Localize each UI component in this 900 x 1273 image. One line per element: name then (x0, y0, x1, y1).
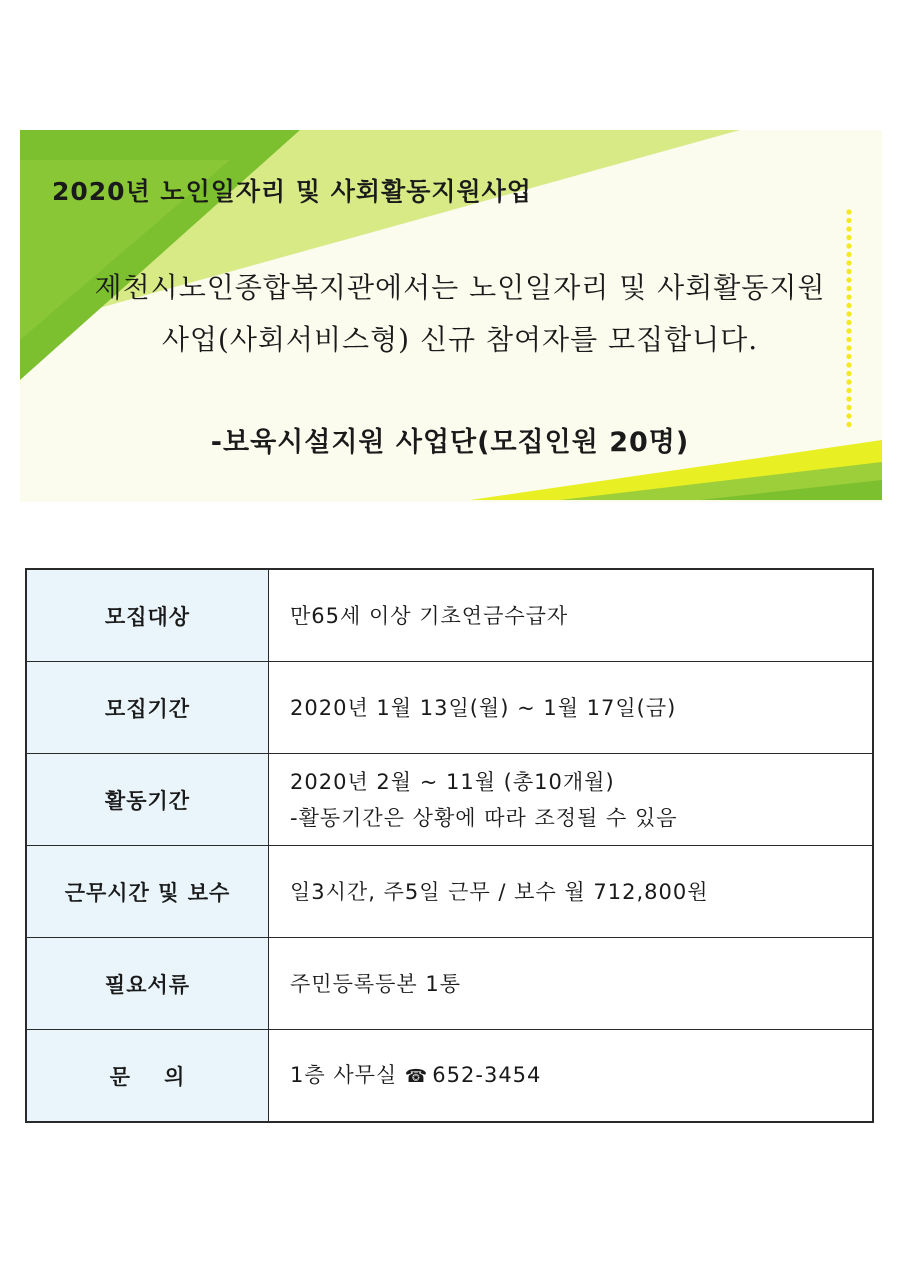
dot (846, 371, 851, 376)
table-row (26, 754, 873, 846)
dot (846, 260, 851, 265)
row-label: 필요서류 (26, 938, 269, 1030)
contact-phone: 652-3454 (432, 1062, 542, 1087)
dot (846, 379, 851, 384)
table-row (26, 662, 873, 754)
row-value: 일3시간, 주5일 근무 / 보수 월 712,800원 (269, 846, 874, 938)
row-value: 주민등록등본 1통 (269, 938, 874, 1030)
dot (846, 311, 851, 316)
row-label: 활동기간 (26, 754, 269, 846)
table-row (26, 846, 873, 938)
row-label: 근무시간 및 보수 (26, 846, 269, 938)
phone-icon: ☎ (404, 1065, 429, 1087)
row-value (269, 754, 874, 846)
dot (846, 388, 851, 393)
row-value: 2020년 1월 13일(월) ~ 1월 17일(금) (269, 662, 874, 754)
row-label: 문 의 (26, 1030, 269, 1123)
row-label: 모집기간 (26, 662, 269, 754)
dot (846, 243, 851, 248)
intro-line-1: 제천시노인종합복지관에서는 노인일자리 및 사회활동지원 (94, 271, 826, 304)
dot (846, 396, 851, 401)
recruitment-info-table (25, 568, 874, 1123)
row-value: 만65세 이상 기초연금수급자 (269, 569, 874, 662)
team-title: -보육시설지원 사업단(모집인원 20명) (210, 427, 690, 458)
banner-heading: 2020년 노인일자리 및 사회활동지원사업 (52, 177, 532, 206)
dot (846, 413, 851, 418)
row-value-line-1: 2020년 2월 ~ 11월 (총10개월) (290, 769, 615, 794)
table-row (26, 938, 873, 1030)
row-value-line-2: -활동기간은 상황에 따라 조정될 수 있음 (290, 805, 678, 830)
contact-location: 1층 사무실 (290, 1062, 398, 1087)
table-row (26, 1030, 873, 1123)
dot (846, 226, 851, 231)
recruitment-banner (0, 0, 900, 520)
row-label: 모집대상 (26, 569, 269, 662)
dot (846, 235, 851, 240)
row-value (269, 1030, 874, 1123)
dot (846, 209, 851, 214)
dot (846, 362, 851, 367)
intro-line-2: 사업(사회서비스형) 신규 참여자를 모집합니다. (161, 323, 759, 356)
dot (846, 218, 851, 223)
table-row (26, 569, 873, 662)
dot (846, 405, 851, 410)
dot (846, 252, 851, 257)
